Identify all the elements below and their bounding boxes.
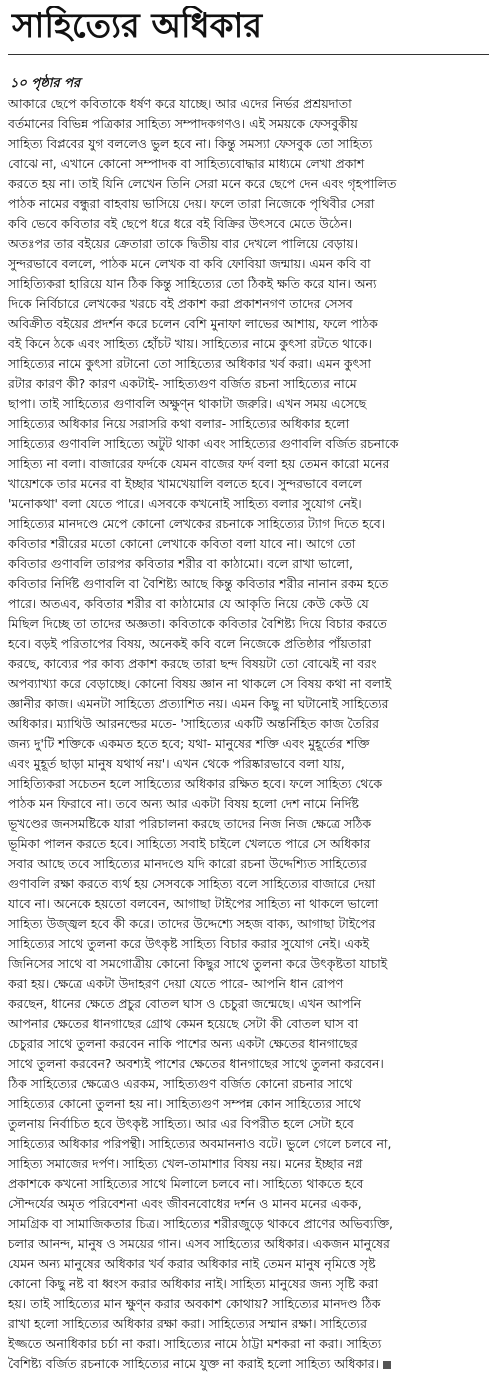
article-body-line: সাহিত্যের সাথে তুলনা করে উৎকৃষ্ট সাহিত্য বিচার করার সুযোগ নেই। একই xyxy=(8,936,370,951)
article-body-line: ঠিক সাহিত্যের ক্ষেত্রেও এরকম, সাহিত্যগুণ বর্জিত কোনো রচনার সাথে xyxy=(8,1076,353,1091)
article-body-line: মিছিল দিচ্ছে তা তাদের অজ্ঞতা। কবিতাকে কবিতার বৈশিষ্ট্য দিয়ে বিচার করতে xyxy=(8,616,387,631)
article-body-line: প্রকাশকে কখনো সাহিত্যের সাথে মিলালে চলবে না। সাহিত্যে থাকতে হবে xyxy=(8,1176,364,1191)
article-body-line: তুলনায় নির্বাচিত হবে উৎকৃষ্ট সাহিত্য। আর এর বিপরীত হলে সেটা হবে xyxy=(8,1116,354,1131)
article-body-line: সুন্দরভাবে বললে, পাঠক মনে লেখক বা কবি ফোবিয়া জন্মায়। এমন কবি বা xyxy=(8,256,371,271)
article-body-line: বৈশিষ্ট্য বর্জিত রচনাকে সাহিত্যের নামে যুক্ত না করাই হলো সাহিত্য অধিকার। xyxy=(8,1354,489,1374)
continued-from-label: ১০ পৃষ্ঠার পর xyxy=(10,76,81,91)
article-body-line: সাহিত্যের মানদণ্ডে মেপে কোনো লেখকের রচনাকে সাহিত্যের ট্যাগ দিতে হবে। xyxy=(8,516,386,531)
article-body-line: সাহিত্যের অধিকার পরিপন্থী। সাহিত্যের অবমাননাও বটে। ভুলে গেলে চলবে না, xyxy=(8,1136,392,1151)
article-body-line: ভূখণ্ডের জনসমষ্টিকে যারা পরিচালনা করছে তাদের নিজ নিজ ক্ষেত্রে সঠিক xyxy=(8,816,372,831)
article-body-line: করছে, কাব্যের পর কাব্য প্রকাশ করছে তারা ছন্দ বিষয়টা তো বোঝেই না বরং xyxy=(8,656,377,671)
article-body-line: জন্য দু'টি শক্তিকে একমত হতে হবে; যথা- মানুষের শক্তি এবং মুহূর্তের শক্তি xyxy=(8,736,370,751)
article-body-line: সাহিত্য বিপ্লবের যুগ বললেও ভুল হবে না। কিন্তু সমস্যা ফেসবুক তো সাহিত্য xyxy=(8,136,373,151)
article-body-line: হয়। তাই সাহিত্যের মান ক্ষুণ্ন করার অবকাশ কোথায়? সাহিত্যের মানদণ্ড ঠিক xyxy=(8,1296,381,1311)
article-body-line: পারে। অতএব, কবিতার শরীর বা কাঠামোর যে আকৃতি নিয়ে কেউ কেউ যে xyxy=(8,596,369,611)
article-body-line: জিনিসের সাথে বা সমগোত্রীয় কোনো কিছুর সাথে তুলনা করে উৎকৃষ্টতা যাচাই xyxy=(8,956,388,971)
article-body-line: যেমন অন্য মানুষের অধিকার খর্ব করার অধিকার নাই তেমন মানুষ নৃমিত্তে সৃষ্ট xyxy=(8,1256,376,1271)
article-body-line: সাহিত্যের অধিকার নিয়ে সরাসরি কথা বলার- সাহিত্যের অধিকার হলো xyxy=(8,416,350,431)
article-body-line: অতঃপর তার বইয়ের ক্রেতারা তাকে দ্বিতীয় বার দেখলে পালিয়ে বেড়ায়। xyxy=(8,236,359,251)
article-body-line: আকারে ছেপে কবিতাকে ধর্ষণ করে যাচ্ছে। আর এদের নির্ভর প্রশ্রয়দাতা xyxy=(8,96,352,111)
article-body-line: সাহিত্য উজ্জ্বল হবে কী করে। তাদের উদ্দেশ্যে সহজ বাক্য, আগাছা টাইপের xyxy=(8,916,376,931)
article-headline: সাহিত্যের অধিকার xyxy=(12,6,263,46)
article-body-line: অধিকার। ম্যাথিউ আরনল্ডের মতে- 'সাহিত্যের একটি অন্তর্নিহিত কাজ তৈরির xyxy=(8,716,379,731)
article-body-line: পাঠক নামের বন্ধুরা বাহবায় ভাসিয়ে দেয়। ফলে তারা নিজেকে পৃথিবীর সেরা xyxy=(8,196,375,211)
article-body-line: চলার আনন্দ, মানুষ ও সময়ের গান। এসব সাহিত্যের অধিকার। একজন মানুষের xyxy=(8,1236,390,1251)
article-body-line: কবিতার শরীরের মতো কোনো লেখাকে কবিতা বলা যাবে না। আগে তো xyxy=(8,536,356,551)
article-body-line: বোঝে না, এখানে কোনো সম্পাদক বা সাহিত্যবোদ্ধার মাধ্যমে লেখা প্রকাশ xyxy=(8,156,365,171)
article-body-line: সাহিত্যের নামে কুৎসা রটানো তো সাহিত্যের অধিকার খর্ব করা। এমন কুৎসা xyxy=(8,356,371,371)
article-body-line: জ্ঞানীর কাজ। এমনটা সাহিত্যে প্রত্যাশিত নয়। এমন কিছু না ঘটানোই সাহিত্যের xyxy=(8,696,389,711)
article-body-line: কবি ভেবে কবিতার বই ছেপে ধরে ধরে বই বিক্রির উৎসবে মেতে উঠেন। xyxy=(8,216,353,231)
article-body-line: সাথে তুলনা করবেন? অবশ্যই পাশের ক্ষেতের ধানগাছের সাথে তুলনা করবেন। xyxy=(8,1056,384,1071)
article-body-line: ছাপা। তাই সাহিত্যের গুণাবলি অক্ষুণ্ন থাকাটা জরুরি। এখন সময় এসেছে xyxy=(8,396,367,411)
article-body-line: এবং মুহূর্ত ছাড়া মানুষ যথার্থ নয়'। এখন থেকে পরিষ্কারভাবে বলা যায়, xyxy=(8,756,345,771)
article-body-line: সাহিত্যিকরা হারিয়ে যান ঠিক কিন্তু সাহিত্যের তো ঠিকই ক্ষতি করে যান। অন্য xyxy=(8,276,377,291)
article-body-line: করছেন, ধানের ক্ষেতে প্রচুর বোতল ঘাস ও চেচুরা জন্মেছে। এখন আপনি xyxy=(8,996,362,1011)
article-body-line: সামগ্রিক বা সামাজিকতার চিত্র। সাহিত্যের শরীরজুড়ে থাকবে প্রাণের অভিব্যক্তি, xyxy=(8,1216,393,1231)
article-body-line: রটার কারণ কী? কারণ একটাই- সাহিত্যগুণ বর্জিত রচনা সাহিত্যের নামে xyxy=(8,376,357,391)
article-body-line: রাখা হলো সাহিত্যের অধিকার রক্ষা করা। সাহিত্যের সম্মান রক্ষা। সাহিত্যের xyxy=(8,1316,367,1331)
article-body-line: গুণাবলি রক্ষা করতে ব্যর্থ হয় সেসবকে সাহিত্য বলে সাহিত্যের বাজারে দেয়া xyxy=(8,876,376,891)
article-body xyxy=(8,94,489,1374)
article-body-line: আপনার ক্ষেতের ধানগাছের গ্রোথ কেমন হয়েছে সেটা কী বোতল ঘাস বা xyxy=(8,1016,359,1031)
article-body-line: সাহিত্য না বলা। বাজারের ফর্দকে যেমন বাজের ফর্দ বলা হয় তেমন কারো মনের xyxy=(8,456,390,471)
article-body-line: করা হয়। ক্ষেত্রে একটা উদাহরণ দেয়া যেতে পারে- আপনি ধান রোপণ xyxy=(8,976,344,991)
article-body-line: ভূমিকা পালন করতে হবে। সাহিত্যে সবাই চাইলে খেলতে পারে সে অধিকার xyxy=(8,836,371,851)
end-of-article-marker xyxy=(383,1361,391,1369)
article-body-line: 'মনোকথা' বলা যেতে পারে। এসবকে কখনোই সাহিত্য বলার সুযোগ নেই। xyxy=(8,496,362,511)
article-body-line: সাহিত্যের কোনো তুলনা হয় না। সাহিত্যগুণ সম্পন্ন কোন সাহিত্যের সাথে xyxy=(8,1096,361,1111)
article-body-line: চেচুরার সাথে তুলনা করবেন নাকি পাশের অন্য একটা ক্ষেতের ধানগাছের xyxy=(8,1036,358,1051)
article-body-line: যাবে না। অনেকে হয়তো বলবেন, আগাছা টাইপের সাহিত্য না থাকলে ভালো xyxy=(8,896,379,911)
article-body-line: দিকে নির্বিচারে লেখকের খরচে বই প্রকাশ করা প্রকাশনগণ তাদের সেসব xyxy=(8,296,353,311)
article-body-line: কবিতার নির্দিষ্ট গুণাবলি বা বৈশিষ্ট্য আছে কিন্তু কবিতার শরীর নানান রকম হতে xyxy=(8,576,389,591)
article-body-line: বর্তমানের বিভিন্ন পত্রিকার সাহিত্য সম্পাদকগণও। এই সময়কে ফেসবুকীয় xyxy=(8,116,358,131)
article-body-line: বই কিনে ঠকে এবং সাহিত্য হোঁচট খায়। সাহিত্যের নামে কুৎসা রটতে থাকে। xyxy=(8,336,372,351)
article-body-line: সাহিত্যের গুণাবলি সাহিত্যে অটুট থাকা এবং সাহিত্যের গুণাবলি বর্জিত রচনাকে xyxy=(8,436,399,451)
headline-divider xyxy=(8,54,489,55)
article-body-line: করতে হয় না। তাই যিনি লেখেন তিনি সেরা মনে করে ছেপে দেন এবং গৃহপালিত xyxy=(8,176,397,191)
article-body-line: কোনো কিছু নষ্ট বা ধ্বংস করার অধিকার নাই। সাহিত্য মানুষের জন্য সৃষ্টি করা xyxy=(8,1276,379,1291)
article-body-line: অবিক্রীত বইয়ের প্রদর্শন করে চলেন বেশি মুনাফা লাভের আশায়, ফলে পাঠক xyxy=(8,316,378,331)
article-body-line: খায়েশকে তার মনের বা ইচ্ছার খামখেয়ালি বলতে হবে। সুন্দরভাবে বললে xyxy=(8,476,362,491)
article-body-line: অপব্যাখ্যা করে বেড়াচ্ছে। কোনো বিষয় জ্ঞান না থাকলে সে বিষয় কথা না বলাই xyxy=(8,676,392,691)
article-body-line: সাহিত্য সমাজের দর্পণ। সাহিত্য খেল-তামাশার বিষয় নয়। মনের ইচ্ছার নগ্ন xyxy=(8,1156,363,1171)
article-body-line: হবে। বড়ই পরিতাপের বিষয়, অনেকই কবি বলে নিজেকে প্রতিষ্ঠার পাঁয়তারা xyxy=(8,636,372,651)
article-body-line: সৌন্দর্যের অমৃত পরিবেশনা এবং জীবনবোধের দর্শন ও মানব মনের একক, xyxy=(8,1196,362,1211)
article-body-line: ইজ্জতে অনাধিকার চর্চা না করা। সাহিত্যের নামে ঠাট্টা মশকরা না করা। সাহিত্য xyxy=(8,1336,382,1351)
article-body-line: পাঠক মন ফিরাবে না। তবে অন্য আর একটা বিষয় হলো দেশ নামে নির্দিষ্ট xyxy=(8,796,359,811)
article-body-line: কবিতার গুণাবলি তারপর কবিতার শরীর বা কাঠামো। বলে রাখা ভালো, xyxy=(8,556,353,571)
article-body-line: সাহিত্যিকরা সচেতন হলে সাহিত্যের অধিকার রক্ষিত হবে। ফলে সাহিত্য থেকে xyxy=(8,776,383,791)
article-body-line: সবার আছে তবে সাহিত্যের মানদণ্ডে যদি কারো রচনা উদ্দেশ্যিত সাহিত্যের xyxy=(8,856,367,871)
